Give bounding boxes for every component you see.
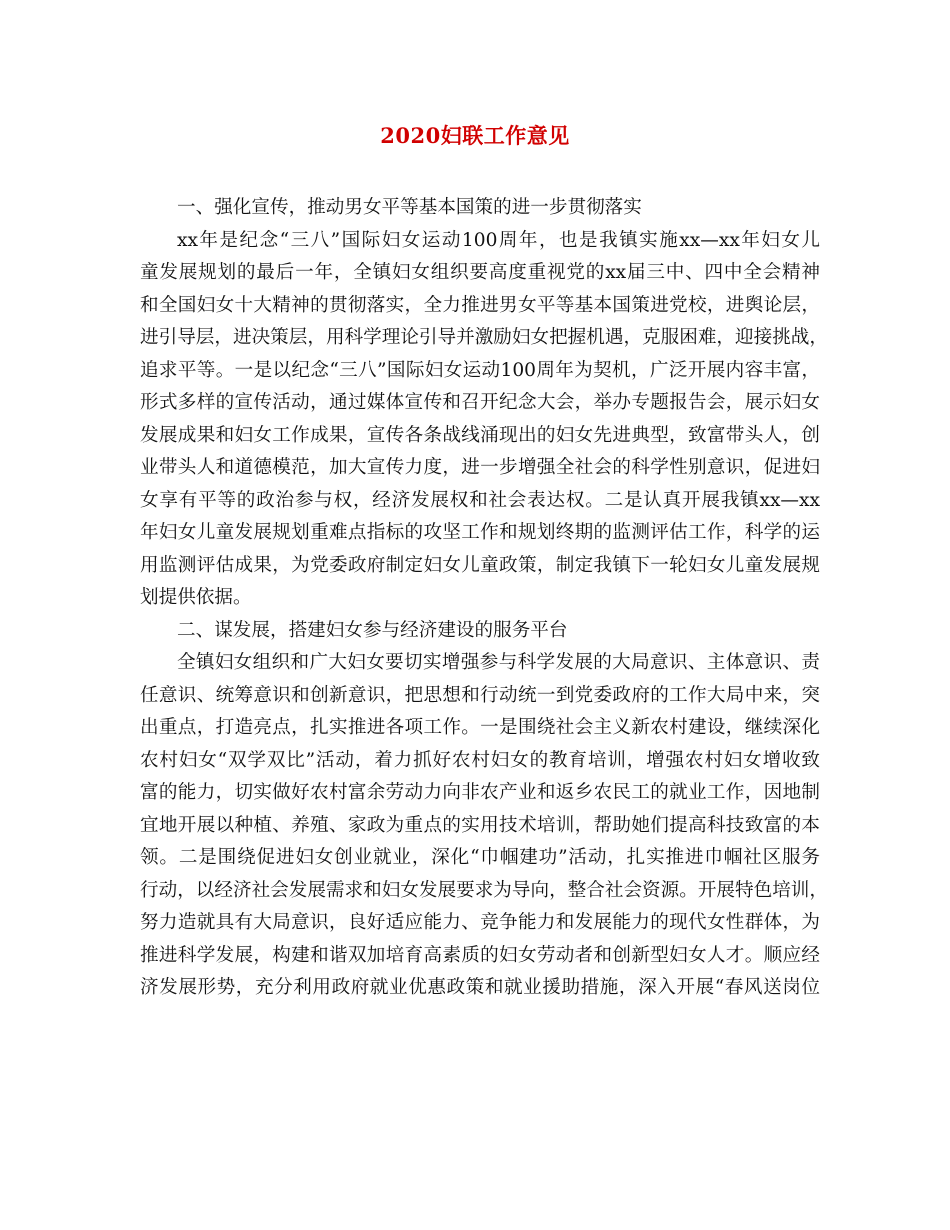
paragraph-line: 出重点，打造亮点，扎实推进各项工作。一是围绕社会主义新农村建设，继续深化	[140, 717, 820, 738]
paragraph-line: 努力造就具有大局意识，良好适应能力、竞争能力和发展能力的现代女性群体，为	[140, 912, 820, 933]
paragraph-line: 推进科学发展，构建和谐双加培育高素质的妇女劳动者和创新型妇女人才。顺应经	[140, 944, 820, 966]
paragraph-line: 富的能力，切实做好农村富余劳动力向非农产业和返乡农民工的就业工作，因地制	[140, 782, 820, 803]
paragraph-line: 年妇女儿童发展规划重难点指标的攻坚工作和规划终期的监测评估工作，科学的运	[140, 522, 820, 543]
document-body	[140, 192, 828, 1005]
paragraph-line: 和全国妇女十大精神的贯彻落实，全力推进男女平等基本国策进党校，进舆论层，	[140, 294, 820, 316]
paragraph-line: 形式多样的宣传活动，通过媒体宣传和召开纪念大会，举办专题报告会，展示妇女	[140, 392, 820, 413]
paragraph-line: 童发展规划的最后一年，全镇妇女组织要高度重视党的xx届三中、四中全会精神	[140, 262, 820, 283]
section-heading-1: 一、强化宣传，推动男女平等基本国策的进一步贯彻落实	[177, 197, 642, 218]
paragraph-line: 用监测评估成果，为党委政府制定妇女儿童政策，制定我镇下一轮妇女儿童发展规	[140, 554, 820, 576]
paragraph-line: 任意识、统筹意识和创新意识，把思想和行动统一到党委政府的工作大局中来，突	[140, 684, 820, 706]
paragraph-line: 行动，以经济社会发展需求和妇女发展要求为导向，整合社会资源。开展特色培训，	[140, 879, 828, 901]
paragraph-line: 女享有平等的政治参与权，经济发展权和社会表达权。二是认真开展我镇xx—xx	[140, 489, 820, 511]
paragraph-line: 进引导层，进决策层，用科学理论引导并激励妇女把握机遇，克服困难，迎接挑战，	[140, 327, 828, 348]
paragraph-line: xx年是纪念“三八”国际妇女运动100周年，也是我镇实施xx—xx年妇女儿	[177, 229, 820, 251]
paragraph-line: 宜地开展以种植、养殖、家政为重点的实用技术培训，帮助她们提高科技致富的本	[140, 814, 820, 836]
paragraph-line: 业带头人和道德模范，加大宣传力度，进一步增强全社会的科学性别意识，促进妇	[140, 457, 820, 478]
paragraph-line: 农村妇女“双学双比”活动，着力抓好农村妇女的教育培训，增强农村妇女增收致	[140, 749, 820, 771]
paragraph-line: 发展成果和妇女工作成果，宣传各条战线涌现出的妇女先进典型，致富带头人，创	[140, 424, 820, 446]
paragraph-line: 领。二是围绕促进妇女创业就业，深化“巾帼建功”活动，扎实推进巾帼社区服务	[140, 847, 820, 868]
document-title: 2020妇联工作意见	[380, 123, 570, 148]
paragraph-line: 济发展形势，充分利用政府就业优惠政策和就业援助措施，深入开展“春风送岗位	[140, 977, 820, 998]
section-heading-2: 二、谋发展，搭建妇女参与经济建设的服务平台	[177, 619, 568, 641]
paragraph-line: 全镇妇女组织和广大妇女要切实增强参与科学发展的大局意识、主体意识、责	[177, 652, 820, 673]
paragraph-line: 追求平等。一是以纪念“三八”国际妇女运动100周年为契机，广泛开展内容丰富，	[140, 359, 820, 381]
paragraph-line: 划提供依据。	[140, 587, 252, 608]
